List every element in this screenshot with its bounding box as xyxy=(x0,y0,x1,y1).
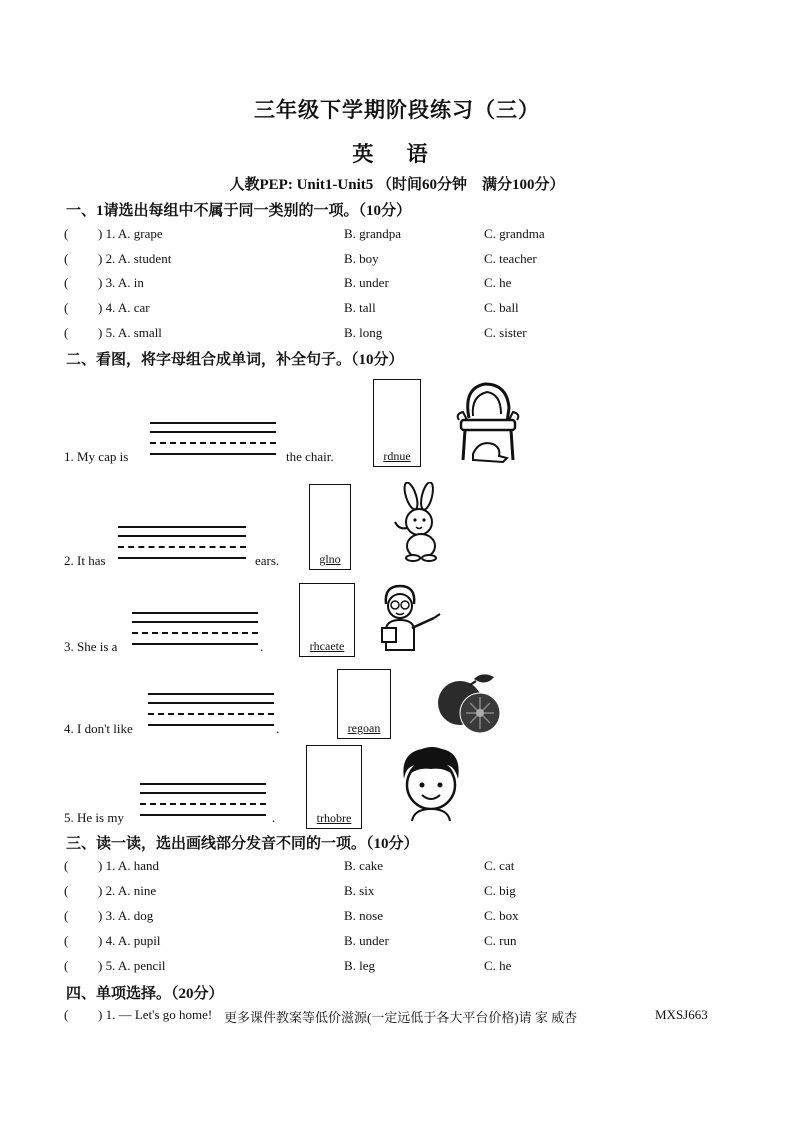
paren: ( xyxy=(64,1007,69,1022)
option-c: C. teacher xyxy=(484,251,537,266)
paren: ( xyxy=(64,908,69,923)
option-b: B. boy xyxy=(344,251,379,266)
option-b: B. six xyxy=(344,883,375,898)
question-row xyxy=(64,858,764,878)
letter-box xyxy=(373,379,421,467)
scrambled-letters: trhobre xyxy=(316,811,352,825)
option-c: C. run xyxy=(484,933,517,948)
option-b: B. long xyxy=(344,325,383,340)
writing-line[interactable] xyxy=(148,724,274,726)
option-a: ) 2. A. nine xyxy=(98,883,157,898)
writing-line xyxy=(140,783,266,785)
option-a: ) 2. A. student xyxy=(98,251,172,266)
question-row xyxy=(64,933,764,953)
writing-line xyxy=(132,612,258,614)
section2-heading: 二、看图，将字母组合成单词，补全句子。（10分） xyxy=(66,352,404,368)
writing-line xyxy=(140,792,266,794)
option-a: ) 3. A. in xyxy=(98,275,144,290)
option-b: B. cake xyxy=(344,858,383,873)
letter-box xyxy=(309,484,351,570)
question-row xyxy=(64,883,764,903)
option-b: B. tall xyxy=(344,300,376,315)
writing-line-dashed xyxy=(132,632,258,634)
rabbit-image xyxy=(385,482,445,562)
option-b: B. under xyxy=(344,933,389,948)
paren: ( xyxy=(64,958,69,973)
question-row xyxy=(64,325,764,345)
section1-heading: 一、1请选出每组中不属于同一类别的一项。（10分） xyxy=(66,203,412,219)
option-c: C. grandma xyxy=(484,226,545,241)
scrambled-letters: regoan xyxy=(347,721,381,735)
sentence-start: 2. It has xyxy=(64,553,106,568)
option-a: ) 4. A. pupil xyxy=(98,933,161,948)
option-a: ) 3. A. dog xyxy=(98,908,154,923)
fill-in-item xyxy=(0,580,794,660)
question-row xyxy=(64,275,764,295)
question-row xyxy=(64,300,764,320)
doc-code: MXSJ663 xyxy=(655,1007,708,1022)
letter-box xyxy=(337,669,391,739)
scrambled-letters: rdnue xyxy=(383,449,411,463)
question-row xyxy=(64,251,764,271)
subject-title: 英 语 xyxy=(352,142,442,166)
option-a: ) 5. A. pencil xyxy=(98,958,166,973)
option-c: C. big xyxy=(484,883,516,898)
option-a: ) 5. A. small xyxy=(98,325,162,340)
writing-line xyxy=(118,526,246,528)
option-b: B. leg xyxy=(344,958,376,973)
writing-line xyxy=(148,693,274,695)
sentence-end: . xyxy=(276,721,280,736)
fill-in-item xyxy=(0,665,794,745)
writing-line[interactable] xyxy=(118,557,246,559)
option-b: B. nose xyxy=(344,908,383,923)
paren: ( xyxy=(64,275,69,290)
question-row xyxy=(64,1007,764,1027)
section4-heading: 四、单项选择。（20分） xyxy=(66,986,224,1002)
fill-in-item xyxy=(0,743,794,828)
paren: ( xyxy=(64,883,69,898)
oranges-image xyxy=(436,669,506,739)
question-row xyxy=(64,958,764,978)
question-row xyxy=(64,226,764,246)
option-a: ) 1. A. grape xyxy=(98,226,163,241)
option-c: C. he xyxy=(484,275,512,290)
letter-box xyxy=(299,583,355,657)
option-b: B. grandpa xyxy=(344,226,402,241)
scrambled-letters: rhcaete xyxy=(309,639,345,653)
chair-with-cap-image xyxy=(455,378,521,464)
sentence-end: . xyxy=(272,810,276,825)
option-b: B. under xyxy=(344,275,389,290)
option-c: C. he xyxy=(484,958,512,973)
option-a: ) 1. A. hand xyxy=(98,858,160,873)
paren: ( xyxy=(64,251,69,266)
option-c: C. sister xyxy=(484,325,527,340)
writing-line-dashed xyxy=(140,803,266,805)
sentence-end: the chair. xyxy=(286,449,334,464)
writing-line-dashed xyxy=(148,713,274,715)
paren: ( xyxy=(64,933,69,948)
writing-line[interactable] xyxy=(150,453,276,455)
scrambled-letters: glno xyxy=(319,552,341,566)
option-c: C. ball xyxy=(484,300,519,315)
writing-line xyxy=(148,702,274,704)
paren: ( xyxy=(64,858,69,873)
option-a: ) 4. A. car xyxy=(98,300,150,315)
paren: ( xyxy=(64,226,69,241)
teacher-image xyxy=(378,582,444,654)
page-title: 三年级下学期阶段练习（三） xyxy=(254,98,540,122)
writing-line xyxy=(150,422,276,424)
sentence-start: 3. She is a xyxy=(64,639,118,654)
sentence-start: 4. I don't like xyxy=(64,721,133,736)
section3-heading: 三、读一读，选出画线部分发音不同的一项。（10分） xyxy=(66,836,419,852)
writing-line-dashed xyxy=(118,546,246,548)
sentence-start: 1. My cap is xyxy=(64,449,129,464)
option-c: C. box xyxy=(484,908,519,923)
exam-info: 人教PEP: Unit1-Unit5 （时间60分钟 满分100分） xyxy=(229,177,565,193)
promo-text: 更多课件教案等低价滋源(一定远低于各大平台价格)请 家 威杏 xyxy=(224,1010,578,1025)
paren: ( xyxy=(64,325,69,340)
sentence-start: 5. He is my xyxy=(64,810,124,825)
question-text: ) 1. — Let's go home! xyxy=(98,1007,213,1022)
question-row xyxy=(64,908,764,928)
boy-image xyxy=(398,745,464,825)
sentence-end: . xyxy=(260,639,264,654)
writing-line-dashed xyxy=(150,442,276,444)
paren: ( xyxy=(64,300,69,315)
writing-line[interactable] xyxy=(132,643,258,645)
writing-line[interactable] xyxy=(140,814,266,816)
writing-line xyxy=(150,431,276,433)
sentence-end: ears. xyxy=(255,553,280,568)
writing-line xyxy=(132,621,258,623)
fill-in-item xyxy=(0,370,794,470)
letter-box xyxy=(306,745,362,829)
fill-in-item xyxy=(0,480,794,570)
writing-line xyxy=(118,535,246,537)
option-c: C. cat xyxy=(484,858,515,873)
